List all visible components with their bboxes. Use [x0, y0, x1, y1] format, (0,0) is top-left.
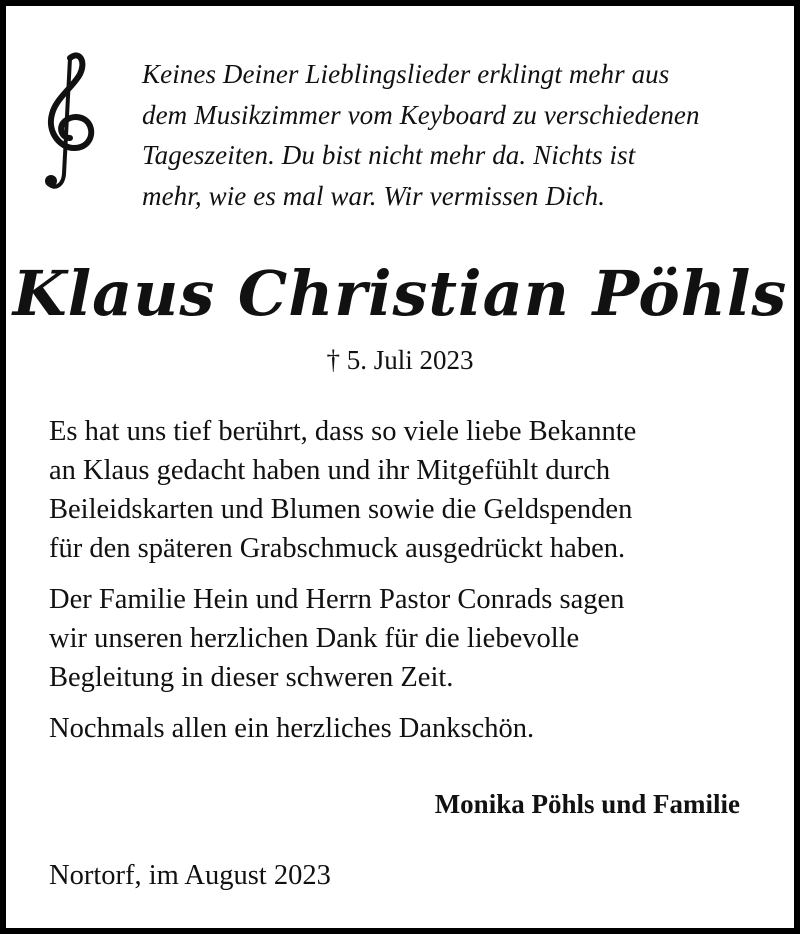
poem-line: dem Musikzimmer vom Keyboard zu verschiedenen	[142, 99, 700, 130]
signature: Monika Pöhls und Familie	[434, 789, 740, 819]
message-line: Nochmals allen ein herzliches Dankschön.	[49, 713, 535, 744]
message-line: wir unseren herzlichen Dank für die liebevolle	[49, 623, 580, 654]
poem-line: Keines Deiner Lieblingslieder erklingt mehr aus	[142, 59, 670, 89]
message-line: Es hat uns tief berührt, dass so viele liebe Bekannte	[49, 416, 637, 447]
thank-you-message	[49, 412, 789, 760]
message-line: Beileidskarten und Blumen sowie die Geldspenden	[49, 494, 633, 525]
deceased-name: Klaus Christian Pöhls	[12, 257, 788, 330]
message-paragraph	[49, 709, 789, 748]
memorial-poem	[142, 54, 782, 216]
treble-clef-icon	[34, 48, 100, 198]
message-line: für den späteren Grabschmuck ausgedrückt haben.	[49, 533, 626, 564]
message-paragraph	[49, 580, 789, 697]
poem-line: mehr, wie es mal war. Wir vermissen Dich.	[142, 180, 606, 211]
message-line: an Klaus gedacht haben und ihr Mitgefühlt durch	[49, 455, 611, 486]
place-and-date: Nortorf, im August 2023	[49, 860, 331, 891]
death-date: † 5. Juli 2023	[326, 345, 474, 375]
message-line: Der Familie Hein und Herrn Pastor Conrads sagen	[49, 584, 625, 615]
message-line: Begleitung in dieser schweren Zeit.	[49, 662, 454, 693]
poem-line: Tageszeiten. Du bist nicht mehr da. Nichts ist	[142, 140, 636, 170]
message-paragraph	[49, 412, 789, 568]
